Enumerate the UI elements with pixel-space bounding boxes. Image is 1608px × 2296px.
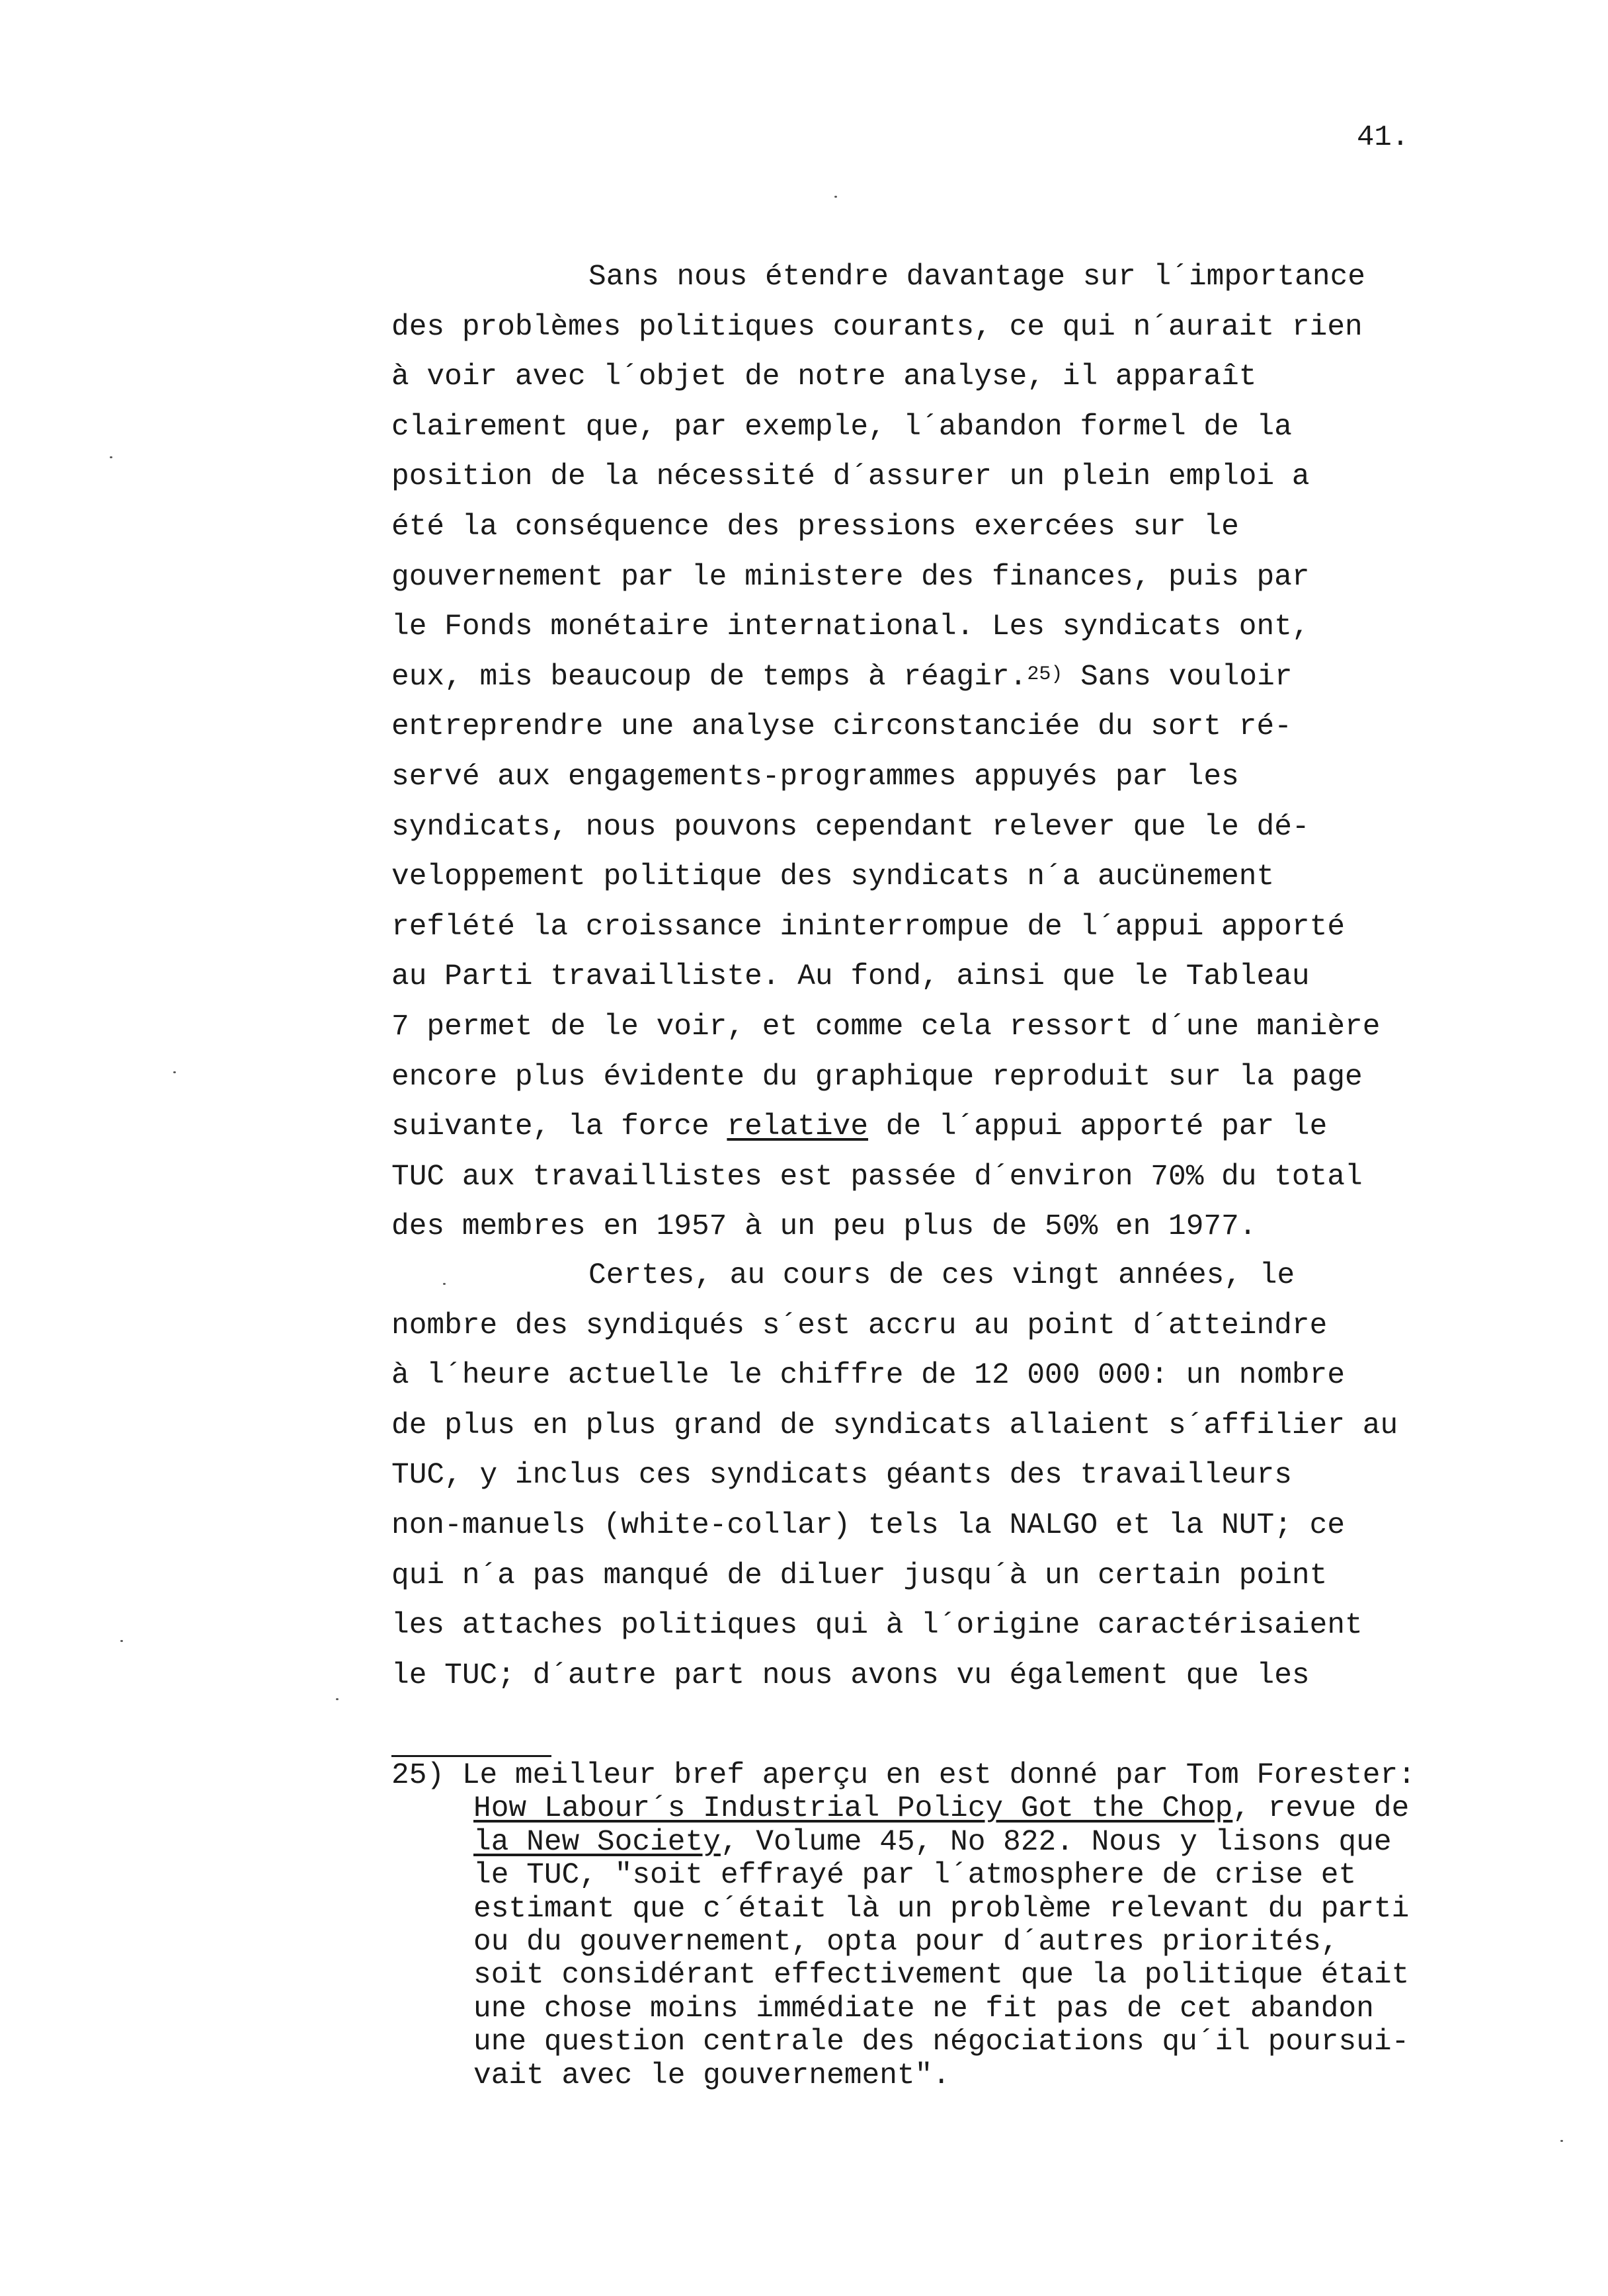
scan-speck bbox=[173, 1071, 176, 1073]
text-line: clairement que, par exemple, l´abandon formel de la bbox=[391, 410, 1292, 444]
text-line: servé aux engagements-programmes appuyés par les bbox=[391, 760, 1239, 794]
footnote-line: 25) Le meilleur bref aperçu en est donné par Tom Forester: bbox=[391, 1759, 1416, 1792]
text-segment: , revue de bbox=[1232, 1792, 1410, 1826]
text-line: non-manuels (white-collar) tels la NALGO et la NUT; ce bbox=[391, 1508, 1346, 1542]
text-line: 7 permet de le voir, et comme cela ressort d´une manière bbox=[391, 1010, 1381, 1044]
footnote-line: estimant que c´était là un problème relevant du parti bbox=[473, 1892, 1410, 1926]
scan-speck bbox=[336, 1698, 339, 1700]
footnote-line: ou du gouvernement, opta pour d´autres priorités, bbox=[473, 1925, 1339, 1959]
scan-speck bbox=[1560, 2140, 1563, 2142]
text-line: le TUC; d´autre part nous avons vu également que les bbox=[391, 1659, 1310, 1692]
text-line: qui n´a pas manqué de diluer jusqu´à un certain point bbox=[391, 1559, 1328, 1592]
text-line: le Fonds monétaire international. Les syndicats ont, bbox=[391, 610, 1310, 644]
underlined-word: relative bbox=[727, 1110, 869, 1144]
footnote-line bbox=[391, 1826, 1582, 1859]
footnote-separator bbox=[391, 1755, 551, 1757]
text-line: à l´heure actuelle le chiffre de 12 000 000: un nombre bbox=[391, 1359, 1346, 1393]
text-line: de plus en plus grand de syndicats allaient s´affilier au bbox=[391, 1409, 1398, 1442]
text-line: été la conséquence des pressions exercées sur le bbox=[391, 510, 1239, 544]
text-line: gouvernement par le ministere des finances, puis par bbox=[391, 560, 1310, 594]
scan-speck bbox=[110, 456, 112, 458]
scan-speck bbox=[834, 196, 837, 198]
scan-speck bbox=[120, 1640, 123, 1642]
footnote-line: le TUC, "soit effrayé par l´atmosphere de crise et bbox=[473, 1859, 1357, 1893]
page-number: 41. bbox=[1357, 121, 1410, 154]
article-title: How Labour´s Industrial Policy Got the Chop bbox=[473, 1792, 1233, 1826]
text-line: TUC aux travaillistes est passée d´environ 70% du total bbox=[391, 1160, 1363, 1194]
text-line: entreprendre une analyse circonstanciée du sort ré- bbox=[391, 710, 1292, 744]
scan-speck bbox=[443, 1283, 446, 1285]
text-line: syndicats, nous pouvons cependant relever que le dé- bbox=[391, 810, 1310, 844]
footnote-line: vait avec le gouvernement". bbox=[473, 2059, 951, 2092]
text-line: encore plus évidente du graphique reproduit sur la page bbox=[391, 1060, 1363, 1094]
text-line: reflété la croissance ininterrompue de l´appui apporté bbox=[391, 910, 1346, 944]
text-segment: eux, mis beaucoup de temps à réagir. bbox=[391, 660, 1027, 694]
text-line: des problèmes politiques courants, ce qui n´aurait rien bbox=[391, 310, 1363, 344]
footnote-line: une question centrale des négociations qu´il poursui- bbox=[473, 2026, 1410, 2059]
text-line: Sans nous étendre davantage sur l´importance bbox=[588, 261, 1365, 294]
text-line: veloppement politique des syndicats n´a aucünement bbox=[391, 860, 1275, 894]
text-line: à voir avec l´objet de notre analyse, il apparaît bbox=[391, 360, 1257, 394]
text-line: les attaches politiques qui à l´origine caractérisaient bbox=[391, 1609, 1363, 1643]
text-line: TUC, y inclus ces syndicats géants des travailleurs bbox=[391, 1459, 1292, 1493]
text-line bbox=[391, 653, 1568, 703]
text-line: Certes, au cours de ces vingt années, le bbox=[588, 1259, 1295, 1292]
text-line: au Parti travailliste. Au fond, ainsi que le Tableau bbox=[391, 960, 1310, 994]
text-line: nombre des syndiqués s´est accru au point d´atteindre bbox=[391, 1309, 1328, 1342]
publication-name: la New Society bbox=[473, 1825, 721, 1859]
footnote-line bbox=[391, 1792, 1582, 1825]
text-segment: , Volume 45, No 822. Nous y lisons que bbox=[720, 1825, 1392, 1859]
paragraph-1 bbox=[391, 253, 1568, 1252]
text-line: des membres en 1957 à un peu plus de 50% en 1977. bbox=[391, 1210, 1257, 1244]
footnote-line: une chose moins immédiate ne fit pas de cet abandon bbox=[473, 1992, 1374, 2026]
text-segment: suivante, la force bbox=[391, 1110, 727, 1144]
text-line: position de la nécessité d´assurer un plein emploi a bbox=[391, 460, 1310, 494]
footnote bbox=[391, 1759, 1582, 2092]
text-segment: Sans vouloir bbox=[1063, 660, 1293, 694]
text-line bbox=[391, 1102, 1568, 1153]
paragraph-2 bbox=[391, 1251, 1568, 1701]
footnote-reference: 25) bbox=[1027, 663, 1063, 686]
text-segment: de l´appui apporté par le bbox=[868, 1110, 1328, 1144]
footnote-line: soit considérant effectivement que la politique était bbox=[473, 1959, 1410, 1992]
